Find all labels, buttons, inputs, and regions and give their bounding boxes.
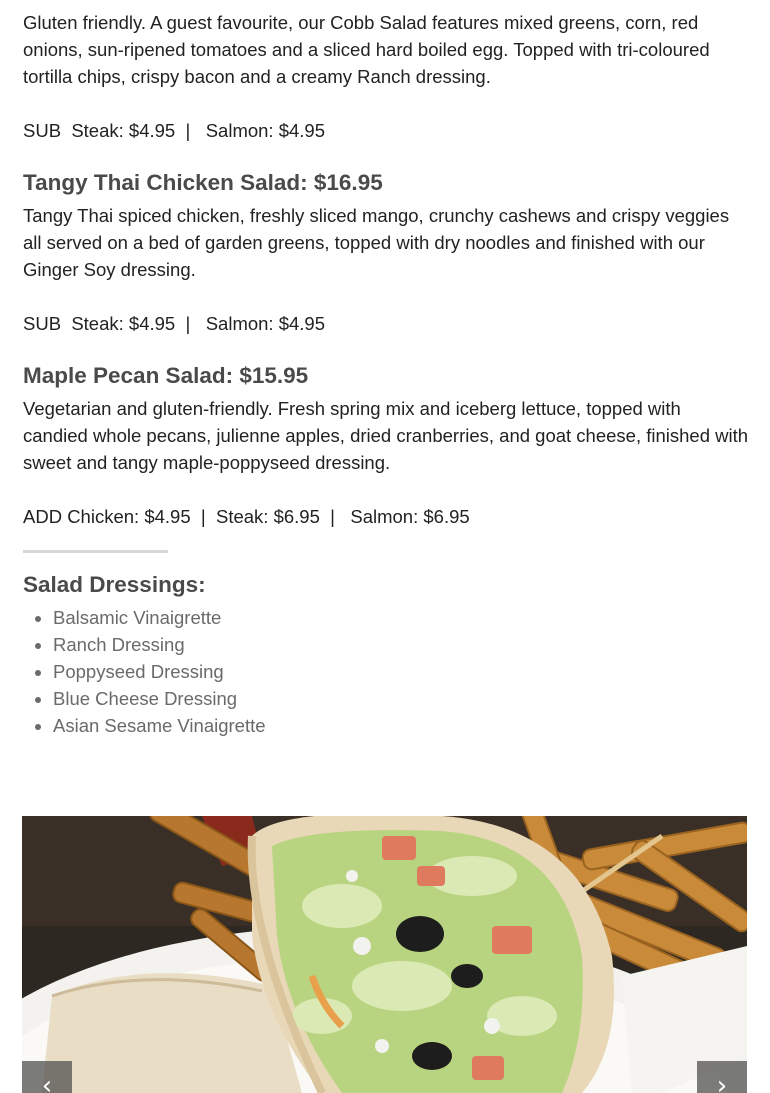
dressing-item-poppyseed: • Poppyseed Dressing (53, 658, 266, 685)
salad-dressings-list (23, 604, 266, 739)
dressing-item-balsamic: • Balsamic Vinaigrette (53, 604, 266, 631)
maple-pecan-salad-description: Vegetarian and gluten-friendly. Fresh spring mix and iceberg lettuce, topped with candied whole pecans, julienne apples, dried cranberries, and goat cheese, finished with sweet and tangy maple-poppyseed dressing. (23, 398, 749, 473)
carousel-next-button[interactable] (697, 1061, 747, 1093)
chevron-left-icon: ‹ (41, 1071, 53, 1093)
dressing-item-asian-sesame: • Asian Sesame Vinaigrette (53, 712, 266, 739)
dressing-item-ranch: • Ranch Dressing (53, 631, 266, 658)
salad-dressings-heading: Salad Dressings: (23, 572, 206, 597)
wrap-with-fries-photo (22, 816, 747, 1093)
tangy-thai-salad-description: Tangy Thai spiced chicken, freshly sliced mango, crunchy cashews and crispy veggies all served on a bed of garden greens, topped with dry noodles and finished with our Ginger Soy dressing. (23, 205, 730, 280)
maple-pecan-salad-title: Maple Pecan Salad: $15.95 (23, 363, 309, 388)
chevron-right-icon: › (716, 1071, 728, 1093)
section-divider (23, 550, 168, 553)
cobb-salad-description: Gluten friendly. A guest favourite, our Cobb Salad features mixed greens, corn, red onions, sun-ripened tomatoes and a sliced hard boiled egg. Topped with tri-coloured tortilla chips, crispy bacon and a creamy Ranch dressing. (23, 12, 710, 87)
photo-carousel[interactable] (22, 816, 747, 1093)
cobb-salad-addons: SUB Steak: $4.95 | Salmon: $4.95 (23, 120, 326, 141)
tangy-thai-salad-addons: SUB Steak: $4.95 | Salmon: $4.95 (23, 313, 326, 334)
maple-pecan-salad-addons: ADD Chicken: $4.95 | Steak: $6.95 | Salmon: $6.95 (23, 506, 470, 527)
dressing-item-blue-cheese: • Blue Cheese Dressing (53, 685, 266, 712)
carousel-prev-button[interactable] (22, 1061, 72, 1093)
tangy-thai-salad-title: Tangy Thai Chicken Salad: $16.95 (23, 170, 383, 195)
